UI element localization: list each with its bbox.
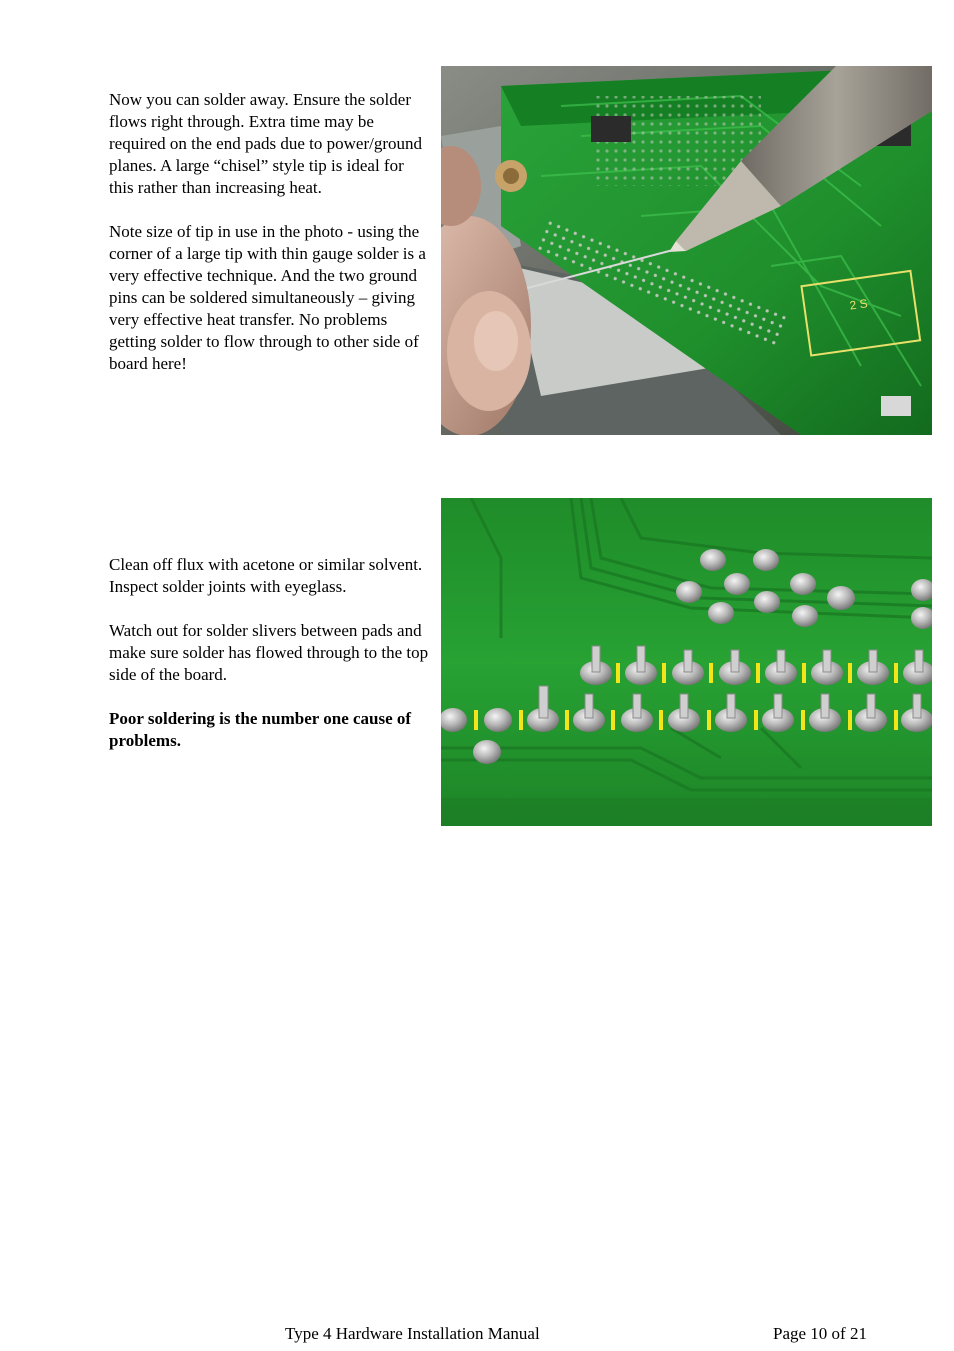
footer-page-number: Page 10 of 21 [773, 1324, 867, 1343]
section-1-paragraph-2: Note size of tip in use in the photo - using the corner of a large tip with thin gauge solder is a very effective technique. And the two ground pins can be soldered simultaneously – giving very effective heat transfer. No problems getting solder to flow through to other side of board here! [109, 222, 426, 373]
board-marking: 2 S [848, 296, 869, 313]
solder-joints-photo [441, 498, 932, 826]
section-1-text [109, 89, 431, 375]
section-2-text [109, 554, 431, 752]
section-2-paragraph-1: Clean off flux with acetone or similar solvent. Inspect solder joints with eyeglass. [109, 555, 423, 596]
footer-document-title: Type 4 Hardware Installation Manual [285, 1324, 540, 1343]
warning-text: Poor soldering is the number one cause of problems. [109, 709, 412, 750]
section-2-paragraph-2: Watch out for solder slivers between pads and make sure solder has flowed through to the top side of the board. [109, 621, 429, 684]
soldering-photo [441, 66, 932, 435]
section-1-paragraph-1: Now you can solder away. Ensure the solder flows right through. Extra time may be required on the end pads due to power/ground planes. A large “chisel” style tip is ideal for this rather than increasing heat. [109, 90, 422, 197]
